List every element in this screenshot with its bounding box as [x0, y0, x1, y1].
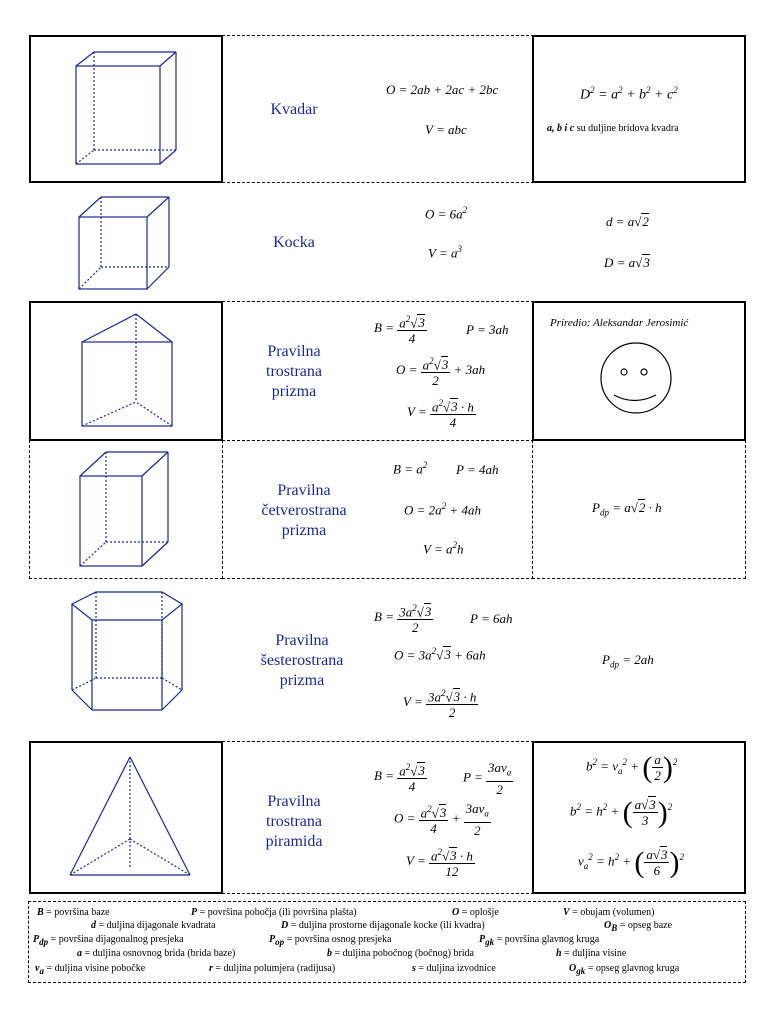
kvadar-note-text: su duljine bridova kvadra: [574, 123, 679, 134]
cetverostrana-prizma-title: [244, 481, 364, 541]
legend-item: $v_a$ = duljina visine pobočke: [35, 963, 146, 976]
kvadar-extra-box: [532, 35, 746, 183]
kocka-formula-O: $O = 6a^2$: [425, 205, 468, 222]
piramida-formula-b2-va: $b^2 = v_a^2$ + ( $\frac{a}{2}$ )$^2$: [586, 750, 678, 784]
cetverostrana-prizma-formula-Pdp: $P_{dp} = a√2 \cdot h$: [592, 500, 662, 518]
legend-item: P = površina pobočja (ili površina plašta): [191, 907, 357, 918]
sesterostrana-prizma-formula-V: V = $\frac{3a^2√3 \cdot h}{2}$: [403, 688, 477, 721]
sesterostrana-prizma-title: [242, 631, 362, 691]
legend: [28, 901, 746, 983]
legend-item: D = duljina prostorne dijagonale kocke (ili kvadra): [281, 920, 485, 931]
piramida-title-1: Pravilna: [267, 793, 321, 810]
cetverostrana-prizma-title-1: Pravilna: [277, 482, 331, 499]
trostrana-prizma-figure: [78, 312, 178, 430]
kvadar-figure: [70, 50, 180, 175]
kocka-title: Kocka: [273, 234, 315, 251]
sesterostrana-prizma-title-3: prizma: [279, 672, 325, 689]
trostrana-prizma-formula-P: P = 3ah: [466, 322, 509, 337]
sesterostrana-prizma-formula-Pdp: $P_{dp} = 2ah$: [602, 652, 654, 670]
piramida-title-2: trostrana: [266, 813, 322, 830]
kvadar-note: [547, 123, 679, 134]
piramida-figure: [66, 755, 196, 880]
piramida-formula-P: P = $\frac{3av_a}{2}$: [463, 760, 512, 797]
cetverostrana-prizma-figure: [76, 450, 176, 570]
trostrana-prizma-title: [234, 342, 354, 402]
kocka-formula-d: d = a√2: [606, 214, 649, 229]
sesterostrana-prizma-title-1: Pravilna: [275, 632, 329, 649]
legend-item: s = duljina izvodnice: [412, 963, 496, 974]
legend-item: d = duljina dijagonale kvadrata: [91, 920, 216, 931]
piramida-formula-O: O = $\frac{a^2√3}{4}$ + $\frac{3av_a}{2}$: [394, 801, 489, 838]
kvadar-formula-O: O = 2ab + 2ac + 2bc: [386, 82, 499, 97]
kvadar-note-vars: a, b i c: [547, 123, 575, 134]
legend-item: B = površina baze: [37, 907, 110, 918]
kvadar-formula-D: $D^2 = a^2 + b^2 + c^2$: [580, 85, 678, 103]
smiley-icon: [598, 340, 678, 420]
author: Priredio: Aleksandar Jerosimić: [550, 317, 689, 329]
cetverostrana-prizma-title-2: četverostrana: [261, 502, 347, 519]
trostrana-prizma-formula-V: V = $\frac{a^2√3 \cdot h}{4}$: [407, 398, 474, 431]
kocka-formula-V: $V = a^3$: [428, 244, 462, 261]
cetverostrana-prizma-formula-P: P = 4ah: [456, 462, 499, 477]
cetverostrana-prizma-formula-V: $V = a^2h$: [423, 540, 464, 557]
trostrana-prizma-title-2: trostrana: [266, 363, 322, 380]
kocka-figure: [75, 195, 175, 295]
legend-item: b = duljina pobočnog (bočnog) brida: [327, 948, 474, 959]
legend-item: $O_B$ = opseg baze: [604, 920, 673, 933]
cetverostrana-prizma-title-3: prizma: [281, 522, 327, 539]
kvadar-formula-V: V = abc: [425, 122, 467, 137]
piramida-formula-b2-h: $b^2 = h^2$ + ( $\frac{a√3}{3}$ )$^2$: [570, 795, 673, 829]
sesterostrana-prizma-title-2: šesterostrana: [260, 652, 344, 669]
sesterostrana-prizma-figure: [68, 590, 188, 715]
legend-item: a = duljina osnovnog brida (brida baze): [77, 948, 236, 959]
legend-item: r = duljina polumjera (radijusa): [209, 963, 336, 974]
legend-item: $P_{dp}$ = površina dijagonalnog presjeka: [33, 934, 184, 947]
trostrana-prizma-title-3: prizma: [271, 383, 317, 400]
kvadar-title: Kvadar: [270, 101, 318, 118]
sesterostrana-prizma-formula-B: B = $\frac{3a^2√3}{2}$: [374, 603, 432, 636]
piramida-title: [234, 792, 354, 852]
legend-item: h = duljina visine: [556, 948, 627, 959]
sesterostrana-prizma-formula-O: $O = 3a^2√3 + 6ah$: [394, 646, 486, 663]
piramida-formula-B: B = $\frac{a^2√3}{4}$: [374, 762, 425, 795]
piramida-title-3: piramida: [265, 833, 323, 850]
trostrana-prizma-title-1: Pravilna: [267, 343, 321, 360]
legend-item: $P_{op}$ = površina osnog presjeka: [269, 934, 392, 947]
cetverostrana-prizma-formula-O: $O = 2a^2 + 4ah$: [404, 501, 481, 518]
sesterostrana-prizma-formula-P: P = 6ah: [470, 611, 513, 626]
legend-item: O = oplošje: [452, 907, 499, 918]
trostrana-prizma-formula-B: B = $\frac{a^2√3}{4}$: [374, 314, 425, 347]
piramida-formula-V: V = $\frac{a^2√3 \cdot h}{12}$: [406, 847, 473, 880]
legend-item: $P_{gk}$ = površina glavnog kruga: [479, 934, 600, 947]
trostrana-prizma-formula-O: O = $\frac{a^2√3}{2}$ + 3ah: [396, 356, 486, 389]
kocka-formula-D: D = a√3: [604, 255, 650, 270]
legend-item: V = obujam (volumen): [563, 907, 655, 918]
cetverostrana-prizma-formula-B: $B = a^2$: [393, 460, 428, 477]
piramida-formula-va2: $v_a^2 = h^2$ + ( $\frac{a√3}{6}$ )$^2$: [578, 845, 684, 879]
legend-item: $O_{gk}$ = opseg glavnog kruga: [569, 963, 680, 976]
